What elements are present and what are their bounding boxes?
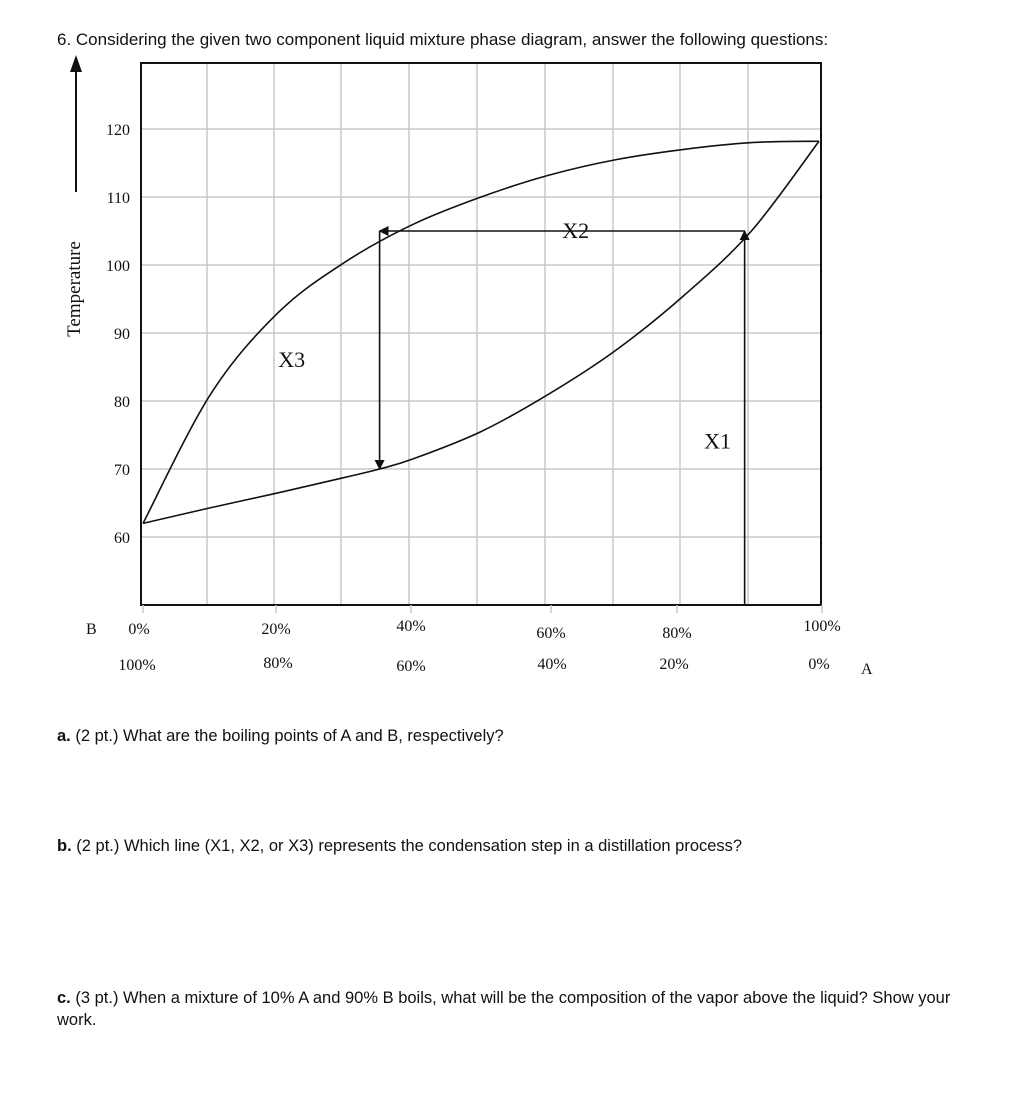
y-tick-label: 100 xyxy=(106,258,130,275)
label-x2: X2 xyxy=(562,217,590,243)
question-a xyxy=(57,725,504,747)
x-tick-label-top: 100% xyxy=(803,618,841,635)
x-tick-label-top: 0% xyxy=(128,621,150,638)
question-a-label: a. xyxy=(57,727,71,745)
x-tick-label-bottom: 60% xyxy=(396,658,426,675)
component-a-label: A xyxy=(861,661,873,678)
component-b-label: B xyxy=(86,621,97,638)
x-tick-label-bottom: 100% xyxy=(118,657,156,674)
x-tick-label-bottom: 20% xyxy=(659,656,689,673)
annotations xyxy=(278,218,744,605)
x-ticks xyxy=(118,605,840,675)
question-c-label: c. xyxy=(57,989,71,1007)
question-a-text: (2 pt.) What are the boiling points of A and B, respectively? xyxy=(75,727,504,745)
x-tick-label-top: 60% xyxy=(536,625,566,642)
y-tick-label: 80 xyxy=(114,394,130,411)
y-axis-label: Temperature xyxy=(64,241,85,337)
x-tick-label-bottom: 40% xyxy=(537,656,567,673)
plot-frame xyxy=(141,63,821,605)
question-b-text: (2 pt.) Which line (X1, X2, or X3) represents the condensation step in a distillation process? xyxy=(76,837,743,855)
y-tick-label: 110 xyxy=(106,190,130,207)
y-tick-label: 90 xyxy=(114,326,130,343)
y-ticks xyxy=(106,122,130,547)
x-tick-label-top: 40% xyxy=(396,618,426,635)
temperature-arrow-head xyxy=(70,55,82,72)
question-c xyxy=(57,987,957,1031)
y-tick-label: 120 xyxy=(106,122,130,139)
y-tick-label: 60 xyxy=(114,530,130,547)
label-x3: X3 xyxy=(278,347,306,372)
y-tick-label: 70 xyxy=(114,462,130,479)
x-tick-label-bottom: 80% xyxy=(263,655,293,672)
x-tick-label-top: 20% xyxy=(261,621,291,638)
label-x1: X1 xyxy=(704,428,732,454)
question-c-text: (3 pt.) When a mixture of 10% A and 90% B boils, what will be the composition of the vapor above the liquid? Show your work. xyxy=(57,989,951,1029)
question-heading: 6. Considering the given two component liquid mixture phase diagram, answer the following questions: xyxy=(57,30,829,49)
question-b-label: b. xyxy=(57,837,72,855)
x-tick-label-top: 80% xyxy=(662,625,692,642)
grid xyxy=(141,63,821,605)
question-b xyxy=(57,835,742,857)
x-tick-label-bottom: 0% xyxy=(808,656,830,673)
